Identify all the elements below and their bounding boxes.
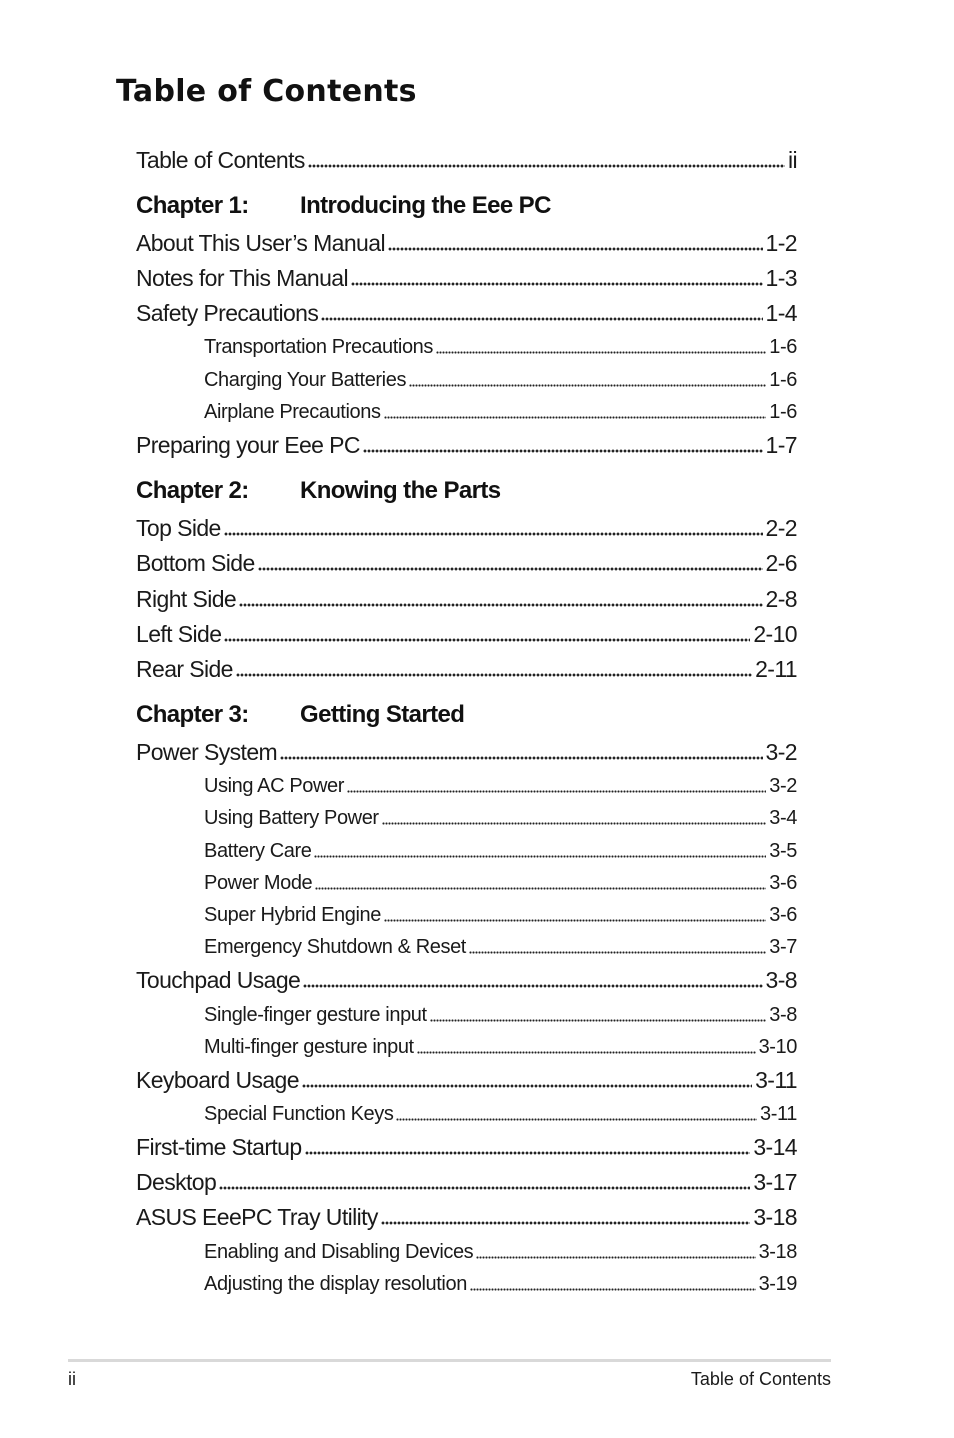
toc-entry-label: Multi-finger gesture input: [204, 1036, 414, 1058]
footer-page-number: ii: [68, 1369, 76, 1389]
footer-section-title: Table of Contents: [690, 1369, 831, 1389]
toc-entry-page: 3-7: [769, 936, 797, 958]
toc-entry-page: 3-8: [769, 1004, 797, 1026]
toc-entry-page: 1-3: [765, 265, 797, 291]
chapter-title: Knowing the Parts: [300, 477, 501, 504]
toc-entry-safety[interactable]: [136, 300, 797, 327]
toc-entry-label: Notes for This Manual: [136, 265, 348, 291]
toc-entry-label: Top Side: [136, 515, 221, 541]
toc-entry-page: 2-2: [765, 515, 797, 541]
toc-entry-label: Touchpad Usage: [136, 967, 301, 993]
toc-entry-page: 3-4: [769, 807, 797, 829]
toc-entry-label: Power Mode: [204, 872, 313, 894]
toc-entry-label: Airplane Precautions: [204, 401, 381, 423]
dot-leader: [302, 1084, 752, 1088]
dot-leader: [315, 887, 766, 890]
dot-leader: [314, 855, 766, 858]
toc-entry-table-of-contents[interactable]: [136, 147, 797, 174]
toc-entry-page: 1-2: [765, 230, 797, 256]
toc-entry-about[interactable]: [136, 230, 797, 257]
toc-entry-page: 3-11: [755, 1067, 797, 1093]
toc-entry-page: 3-6: [769, 872, 797, 894]
toc-entry-page: 2-8: [765, 586, 797, 612]
footer-divider: [68, 1359, 831, 1362]
toc-subentry-battery-power[interactable]: [204, 807, 797, 830]
toc-entry-page: 3-11: [760, 1103, 797, 1125]
toc-entry-page: 3-19: [758, 1273, 797, 1295]
chapter-number: Chapter 1:: [136, 192, 249, 219]
toc-entry-power-system[interactable]: [136, 739, 797, 766]
toc-subentry-charging[interactable]: [204, 369, 797, 392]
dot-leader: [388, 247, 763, 251]
dot-leader: [224, 532, 763, 536]
dot-leader: [363, 449, 763, 453]
toc-subentry-multi-finger[interactable]: [204, 1036, 797, 1059]
dot-leader: [396, 1118, 757, 1121]
toc-entry-label: Keyboard Usage: [136, 1067, 299, 1093]
toc-subentry-transport[interactable]: [204, 336, 797, 359]
toc-entry-page: 3-5: [769, 840, 797, 862]
dot-leader: [258, 567, 763, 571]
toc-entry-label: Single-finger gesture input: [204, 1004, 427, 1026]
toc-entry-left-side[interactable]: [136, 621, 797, 648]
toc-subentry-emergency-shutdown[interactable]: [204, 936, 797, 959]
toc-entry-page: 3-18: [753, 1204, 797, 1230]
toc-subentry-power-mode[interactable]: [204, 872, 797, 895]
toc-entry-page: 2-10: [753, 621, 797, 647]
toc-entry-label: Using Battery Power: [204, 807, 379, 829]
toc-entry-label: Emergency Shutdown & Reset: [204, 936, 466, 958]
toc-entry-page: 2-11: [755, 656, 797, 682]
toc-entry-label: Safety Precautions: [136, 300, 319, 326]
dot-leader: [430, 1019, 767, 1022]
toc-entry-label: About This User’s Manual: [136, 230, 385, 256]
dot-leader: [470, 1288, 756, 1291]
toc-subentry-special-function-keys[interactable]: [204, 1103, 797, 1126]
dot-leader: [381, 1221, 751, 1225]
dot-leader: [280, 756, 762, 760]
dot-leader: [417, 1051, 756, 1054]
toc-entry-label: Rear Side: [136, 656, 233, 682]
toc-entry-page: 3-8: [765, 967, 797, 993]
dot-leader: [224, 638, 750, 642]
toc-entry-right-side[interactable]: [136, 586, 797, 613]
dot-leader: [347, 790, 766, 793]
toc-entry-rear-side[interactable]: [136, 656, 797, 683]
chapter-heading-3: [136, 701, 464, 729]
toc-entry-page: 3-14: [753, 1134, 797, 1160]
toc-subentry-battery-care[interactable]: [204, 840, 797, 863]
toc-entry-page: 1-6: [769, 369, 797, 391]
dot-leader: [469, 951, 766, 954]
toc-entry-top-side[interactable]: [136, 515, 797, 542]
dot-leader: [436, 351, 766, 354]
chapter-number: Chapter 3:: [136, 701, 249, 728]
dot-leader: [351, 282, 763, 286]
toc-entry-desktop[interactable]: [136, 1169, 797, 1196]
toc-entry-label: Charging Your Batteries: [204, 369, 407, 391]
toc-entry-label: Special Function Keys: [204, 1103, 394, 1125]
chapter-number: Chapter 2:: [136, 477, 249, 504]
toc-entry-label: Table of Contents: [136, 147, 305, 173]
toc-entry-touchpad-usage[interactable]: [136, 967, 797, 994]
toc-entry-label: Using AC Power: [204, 775, 345, 797]
toc-entry-page: 3-18: [758, 1241, 797, 1263]
toc-entry-label: Enabling and Disabling Devices: [204, 1241, 474, 1263]
toc-entry-page: 3-6: [769, 904, 797, 926]
dot-leader: [384, 416, 767, 419]
toc-entry-label: Right Side: [136, 586, 237, 612]
toc-subentry-super-hybrid-engine[interactable]: [204, 904, 797, 927]
toc-entry-tray-utility[interactable]: [136, 1204, 797, 1231]
toc-entry-label: Desktop: [136, 1169, 217, 1195]
chapter-heading-2: [136, 477, 500, 505]
chapter-heading-1: [136, 192, 551, 220]
toc-entry-label: Battery Care: [204, 840, 312, 862]
page-title: Table of Contents: [116, 74, 417, 109]
dot-leader: [476, 1256, 755, 1259]
dot-leader: [308, 164, 785, 168]
toc-entry-page: 3-10: [758, 1036, 797, 1058]
toc-entry-label: First-time Startup: [136, 1134, 302, 1160]
toc-entry-label: Preparing your Eee PC: [136, 432, 360, 458]
toc-entry-label: Super Hybrid Engine: [204, 904, 381, 926]
toc-subentry-display-resolution[interactable]: [204, 1273, 797, 1296]
dot-leader: [236, 673, 752, 677]
dot-leader: [303, 984, 762, 988]
toc-entry-page: 3-2: [765, 739, 797, 765]
dot-leader: [321, 317, 762, 321]
toc-subentry-enabling-devices[interactable]: [204, 1241, 797, 1264]
dot-leader: [384, 919, 766, 922]
toc-subentry-single-finger[interactable]: [204, 1004, 797, 1027]
toc-entry-keyboard-usage[interactable]: [136, 1067, 797, 1094]
chapter-title: Introducing the Eee PC: [300, 192, 551, 219]
chapter-title: Getting Started: [300, 701, 465, 728]
dot-leader: [219, 1186, 750, 1190]
toc-entry-page: 1-7: [765, 432, 797, 458]
toc-subentry-ac-power[interactable]: [204, 775, 797, 798]
toc-entry-label: Transportation Precautions: [204, 336, 433, 358]
toc-entry-label: ASUS EeePC Tray Utility: [136, 1204, 378, 1230]
dot-leader: [382, 822, 767, 825]
toc-entry-label: Power System: [136, 739, 278, 765]
toc-entry-notes[interactable]: [136, 265, 797, 292]
toc-entry-label: Left Side: [136, 621, 222, 647]
toc-entry-page: 3-2: [769, 775, 797, 797]
toc-entry-label: Adjusting the display resolution: [204, 1273, 467, 1295]
toc-entry-page: 1-4: [765, 300, 797, 326]
toc-entry-bottom-side[interactable]: [136, 550, 797, 577]
toc-entry-first-time-startup[interactable]: [136, 1134, 797, 1161]
toc-entry-page: 1-6: [769, 336, 797, 358]
toc-entry-preparing[interactable]: [136, 432, 797, 459]
toc-subentry-airplane[interactable]: [204, 401, 797, 424]
toc-entry-page: ii: [787, 147, 797, 173]
dot-leader: [409, 384, 766, 387]
toc-entry-page: 1-6: [769, 401, 797, 423]
dot-leader: [305, 1151, 751, 1155]
toc-entry-page: 3-17: [753, 1169, 797, 1195]
toc-entry-label: Bottom Side: [136, 550, 255, 576]
toc-entry-page: 2-6: [765, 550, 797, 576]
dot-leader: [239, 603, 762, 607]
